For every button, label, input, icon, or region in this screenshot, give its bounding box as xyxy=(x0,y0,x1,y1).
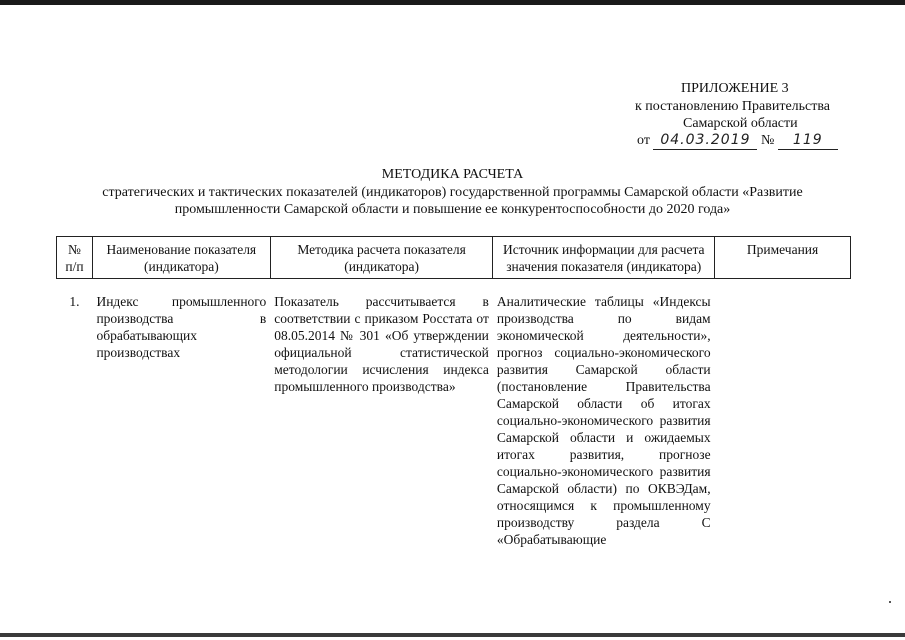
document-subtitle-line-2: промышленности Самарской области и повышение ее конкурентоспособности до 2020 года» xyxy=(174,202,731,217)
header-number: № п/п xyxy=(57,237,93,279)
table-header-row xyxy=(57,237,851,279)
header-information-source: Источник информации для расчета значения показателя (индикатора) xyxy=(493,237,715,279)
handwritten-number: 119 xyxy=(778,132,838,150)
appendix-decree-line: к постановлению Правительства xyxy=(635,99,831,114)
row-notes xyxy=(715,279,851,549)
scan-speck xyxy=(889,601,891,603)
row-indicator-name: Индекс промышленного производства в обрабатывающих производствах xyxy=(96,294,267,360)
scan-edge-bottom xyxy=(0,633,905,637)
number-prefix: № xyxy=(760,133,775,148)
header-indicator-name: Наименование показателя (индикатора) xyxy=(92,237,270,279)
methodology-table xyxy=(56,236,851,548)
row-information-source: Аналитические таблицы «Индексы производства по видам экономической деятельности», прогноз социально-экономического развития Самарской области (постановление Правительства Самарской области об итогах социально-экономического развития Самарской области и ожидаемых итогах развития, прогнозе социально-экономического развития Самарской области) по ОКВЭДам, относящимся к промышленному производству раздела С «Обрабатывающие xyxy=(496,294,711,547)
row-number: 1. xyxy=(69,294,80,309)
header-calculation-method: Методика расчета показателя (индикатора) xyxy=(270,237,493,279)
document-subtitle-line-1: стратегических и тактических показателей (индикаторов) государственной программы Самарской области «Развитие xyxy=(102,185,803,200)
scan-edge-top xyxy=(0,0,905,5)
table-row xyxy=(57,279,851,549)
document-title: МЕТОДИКА РАСЧЕТА xyxy=(381,167,524,182)
appendix-region-line: Самарской области xyxy=(683,116,798,131)
row-calculation-method: Показатель рассчитывается в соответствии с приказом Росстата от 08.05.2014 № 301 «Об утверждении официальной статистической методологии исчисления индекса промышленного производства» xyxy=(274,294,489,394)
handwritten-date: 04.03.2019 xyxy=(653,132,757,150)
header-notes: Примечания xyxy=(715,237,851,279)
date-prefix: от xyxy=(637,133,650,148)
appendix-title: ПРИЛОЖЕНИЕ 3 xyxy=(681,81,789,96)
appendix-date-number-line xyxy=(637,132,838,150)
